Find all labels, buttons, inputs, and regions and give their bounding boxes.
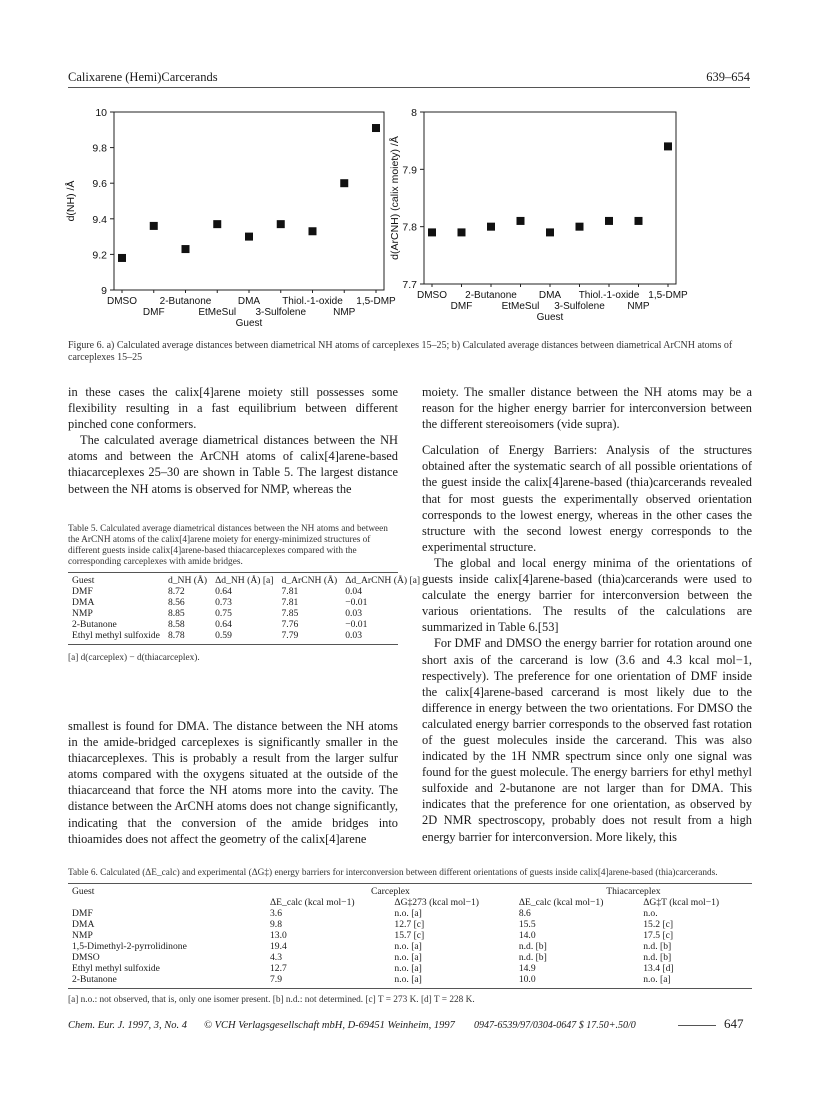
row-value: 7.76	[281, 619, 299, 630]
row-value: 7.81	[281, 597, 299, 608]
row-value: 8.6	[518, 908, 531, 919]
row-guest: DMA	[72, 597, 95, 608]
data-point	[428, 228, 436, 236]
x-tick-label: Thiol.-1-oxide	[578, 290, 640, 301]
data-point	[213, 220, 221, 228]
plot-frame	[114, 112, 384, 290]
footer-journal: Chem. Eur. J. 1997, 3, No. 4	[68, 1020, 187, 1031]
row-value: n.o. [a]	[394, 963, 422, 974]
row-value: 8.72	[167, 586, 185, 597]
x-tick-label: 1,5-DMP	[648, 290, 688, 301]
row-value: n.d. [b]	[518, 941, 547, 952]
data-point	[458, 228, 466, 236]
row-value: 15.5	[518, 919, 536, 930]
row-value: 8.56	[167, 597, 185, 608]
column-header: Guest	[72, 886, 95, 897]
x-tick-label: NMP	[627, 301, 650, 312]
column-header: ΔE_calc (kcal mol−1)	[518, 897, 604, 908]
y-tick-label: 8	[411, 107, 417, 119]
x-tick-label: DMSO	[107, 296, 137, 307]
footer-publisher: © VCH Verlagsgesellschaft mbH, D-69451 Weinheim, 1997	[204, 1020, 455, 1031]
row-guest: 2-Butanone	[72, 974, 117, 985]
data-point	[605, 217, 613, 225]
row-guest: Ethyl methyl sulfoxide	[72, 963, 160, 974]
column-header: Guest	[72, 575, 95, 586]
row-value: 7.81	[281, 586, 299, 597]
paragraph: The calculated average diametrical distances between the NH atoms and between the ArCNH atoms of calix[4]arene-based thiacarceplexes 25–30 are shown in Table 5. The largest distance between the NH atoms is observed for NMP, whereas the	[68, 433, 398, 496]
data-point	[664, 142, 672, 150]
row-value: 12.7	[270, 963, 287, 974]
table-5-footnote: [a] d(carceplex) − d(thiacarceplex).	[68, 653, 200, 663]
column-header: ΔG‡T (kcal mol−1)	[643, 897, 720, 908]
row-guest: NMP	[72, 930, 93, 941]
data-point	[182, 245, 190, 253]
row-value: 7.85	[281, 608, 299, 619]
table-row	[68, 930, 752, 941]
row-value: 8.85	[167, 608, 185, 619]
x-axis-label: Guest	[536, 312, 564, 323]
row-value: 19.4	[270, 941, 287, 952]
header-rule	[68, 87, 750, 88]
left-column-bottom	[68, 718, 398, 847]
table-row	[68, 974, 752, 985]
column-header: Δd_NH (Å) [a]	[215, 575, 274, 586]
x-tick-label: EtMeSul	[501, 301, 540, 312]
column-header: d_NH (Å)	[167, 575, 208, 586]
column-header: Δd_ArCNH (Å) [a]	[345, 575, 421, 586]
table-row	[68, 597, 424, 608]
x-tick-label: 3-Sulfolene	[255, 307, 307, 318]
plot-frame	[424, 112, 676, 284]
table-row	[68, 608, 424, 619]
y-tick-label: 7.9	[402, 164, 417, 177]
x-tick-label: EtMeSul	[198, 307, 237, 318]
x-tick-label: 1,5-DMP	[356, 296, 396, 307]
row-guest: DMA	[72, 919, 95, 930]
y-tick-label: 9	[101, 285, 107, 297]
table-5	[68, 524, 421, 664]
row-value: 0.03	[345, 608, 362, 619]
row-value: 14.9	[518, 963, 536, 974]
row-value: n.o. [a]	[643, 974, 671, 985]
footer-issn: 0947-6539/97/0304-0647 $ 17.50+.50/0	[474, 1020, 636, 1031]
data-point	[576, 223, 584, 231]
row-value: n.d. [b]	[518, 952, 547, 963]
x-axis-label: Guest	[235, 318, 263, 329]
x-tick-label: 2-Butanone	[159, 296, 212, 307]
row-value: 7.9	[270, 974, 282, 985]
column-header: ΔE_calc (kcal mol−1)	[270, 897, 355, 908]
row-value: 14.0	[518, 930, 536, 941]
y-axis-label: d(ArCNH) (calix moiety) /Å	[389, 136, 401, 260]
data-point	[245, 233, 253, 241]
x-tick-label: DMF	[142, 307, 165, 318]
row-value: −0.01	[345, 597, 368, 608]
row-guest: DMF	[72, 586, 93, 597]
table-5-grid	[68, 575, 424, 641]
running-header-title: Calixarene (Hemi)Carcerands	[68, 70, 218, 84]
data-point	[340, 179, 348, 187]
column-header: d_ArCNH (Å)	[281, 575, 338, 586]
row-value: n.d. [b]	[643, 952, 672, 963]
data-point	[309, 227, 317, 235]
y-tick-label: 7.8	[402, 221, 417, 234]
x-tick-label: DMA	[538, 290, 562, 301]
running-header-pages: 639–654	[706, 70, 750, 84]
x-tick-label: Thiol.-1-oxide	[282, 296, 343, 307]
table-row	[68, 586, 424, 597]
row-value: 4.3	[270, 952, 282, 963]
right-column	[422, 384, 752, 845]
footer-rule	[678, 1025, 716, 1026]
table-5-caption: Table 5. Calculated average diametrical distances between the NH atoms and between the ArCNH atoms of the calix[4]arene moiety for energy-minimized structures of different guests inside calix[4]arene-based thiacarceplexes compared with the corresponding carceplexes with amide bridges.	[68, 524, 388, 567]
footer-page-number: 647	[724, 1016, 744, 1031]
row-value: n.o. [a]	[394, 952, 422, 963]
data-point	[635, 217, 643, 225]
row-value: n.o. [a]	[394, 941, 422, 952]
row-value: 7.79	[281, 630, 299, 641]
row-guest: DMF	[72, 908, 93, 919]
row-value: 17.5 [c]	[643, 930, 674, 941]
table-row	[68, 963, 752, 974]
table-row	[68, 619, 424, 630]
paragraph: smallest is found for DMA. The distance between the NH atoms in the amide-bridged carceplexes is significantly smaller in the thiacarceplexes. This is probably a result from the larger sulfur atoms compared with the oxygens situated at the outside of the thiacarceand that force the NH atoms more into the cavity. The distance between the ArCNH atoms does not change significantly, indicating that the conversion of the amide bridges into thioamides does not affect the geometry of the calix[4]arene	[68, 719, 398, 846]
row-value: 13.4 [d]	[643, 963, 674, 974]
left-column-top	[68, 384, 398, 497]
row-value: 8.58	[167, 619, 185, 630]
x-tick-label: 2-Butanone	[465, 290, 517, 301]
data-point	[372, 124, 380, 132]
row-guest: DMSO	[72, 952, 100, 963]
table-6-caption: Table 6. Calculated (ΔE_calc) and experimental (ΔG‡) energy barriers for interconversion between different orientations of guests inside calix[4]arene-based (thia)carcerands.	[68, 868, 718, 878]
y-tick-label: 9.4	[92, 213, 107, 226]
table-row	[68, 630, 424, 641]
row-value: 3.6	[270, 908, 282, 919]
data-point	[118, 254, 126, 262]
x-tick-label: 3-Sulfolene	[554, 301, 605, 312]
row-guest: 1,5-Dimethyl-2-pyrrolidinone	[72, 941, 187, 952]
table-6	[68, 868, 752, 1006]
x-tick-label: DMSO	[417, 290, 447, 301]
row-value: 0.73	[215, 597, 232, 608]
group-header-thiacarceplex: Thiacarceplex	[606, 886, 661, 897]
row-value: 12.7 [c]	[394, 919, 425, 930]
figure-6a-chart	[64, 104, 404, 340]
row-value: 0.59	[215, 630, 232, 641]
row-value: n.o. [a]	[394, 974, 422, 985]
figure-6b-chart	[380, 104, 710, 340]
y-tick-label: 7.7	[402, 279, 417, 291]
paragraph: Calculation of Energy Barriers: Analysis of the structures obtained after the systematic search of all possible orientations of the guest inside the calix[4]arene-based (thia)carcerands revealed that for most guests the experimentally observed orientation corresponds to the lowest energy, whereas in the other cases the structure with the second lowest energy corresponds to the experimental structure.	[422, 443, 752, 554]
table-row	[68, 952, 752, 963]
row-value: 15.7 [c]	[394, 930, 425, 941]
paragraph: moiety. The smaller distance between the NH atoms may be a reason for the higher energy barrier for interconversion between the different stereoisomers (vide supra).	[422, 385, 752, 432]
row-value: −0.01	[345, 619, 368, 630]
x-tick-label: NMP	[333, 307, 356, 318]
row-value: 10.0	[518, 974, 536, 985]
y-tick-label: 9.2	[92, 249, 107, 262]
figure-caption: Figure 6. a) Calculated average distances between diametrical NH atoms of carceplexes 15–25; b) Calculated average distances between diametrical ArCNH atoms of carceplexes 15–25	[68, 340, 733, 363]
row-value: 0.64	[215, 619, 232, 630]
row-value: 15.2 [c]	[643, 919, 674, 930]
x-tick-label: DMF	[450, 301, 473, 312]
paragraph: The global and local energy minima of the orientations of guests inside calix[4]arene-based (thia)carcerands were used to calculate the energy barrier for interconversion between the various orientations. The results of the calculations are summarized in Table 6.[53]	[422, 555, 752, 635]
paragraph: For DMF and DMSO the energy barrier for rotation around one short axis of the carcerand is low (3.6 and 4.3 kcal mol−1, respectively). The preference for one orientation of DMF inside the calix[4]arene-based carcerand is most likely due to the difference in energy between the two orientations. For DMSO the calculated energy barrier corresponds to the observed fast rotation of the guest molecules inside the carcerand. This was also indicated by the 1H NMR spectrum since only one signal was found for the guest molecule. The energy barriers for ethyl methyl sulfoxide and 2-butanone are not larger than for DMA. This indicates that the preference for one orientation, as observed by 2D NMR spectroscopy, probably does not result from a high energy barrier for interconversion. More likely, this	[422, 636, 752, 844]
row-guest: 2-Butanone	[72, 619, 117, 630]
group-header-carceplex: Carceplex	[370, 886, 410, 897]
row-value: n.o.	[643, 908, 658, 919]
x-tick-label: DMA	[237, 296, 261, 307]
row-value: 13.0	[270, 930, 287, 941]
paragraph: in these cases the calix[4]arene moiety still possesses some flexibility resulting in a fast equilibrium between different pinched cone conformers.	[68, 385, 398, 432]
row-value: 0.75	[215, 608, 232, 619]
table-6-footnote: [a] n.o.: not observed, that is, only one isomer present. [b] n.d.: not determined. [c] T = 273 K. [d] T = 228 K.	[68, 995, 475, 1005]
y-tick-label: 10	[95, 107, 107, 119]
row-value: 0.64	[215, 586, 232, 597]
data-point	[487, 223, 495, 231]
row-value: 8.78	[167, 630, 185, 641]
row-value: 0.04	[345, 586, 362, 597]
y-tick-label: 9.6	[92, 178, 107, 191]
table-6-grid	[68, 886, 752, 985]
column-header: ΔG‡273 (kcal mol−1)	[394, 897, 479, 908]
data-point	[150, 222, 158, 230]
row-value: n.o. [a]	[394, 908, 422, 919]
y-axis-label: d(NH) /Å	[65, 180, 77, 222]
table-row	[68, 919, 752, 930]
row-guest: NMP	[72, 608, 93, 619]
data-point	[517, 217, 525, 225]
table-row	[68, 908, 752, 919]
row-value: 9.8	[270, 919, 282, 930]
table-row	[68, 941, 752, 952]
data-point	[546, 228, 554, 236]
row-value: 0.03	[345, 630, 362, 641]
y-tick-label: 9.8	[92, 142, 107, 155]
row-guest: Ethyl methyl sulfoxide	[72, 630, 160, 641]
data-point	[277, 220, 285, 228]
row-value: n.d. [b]	[643, 941, 672, 952]
